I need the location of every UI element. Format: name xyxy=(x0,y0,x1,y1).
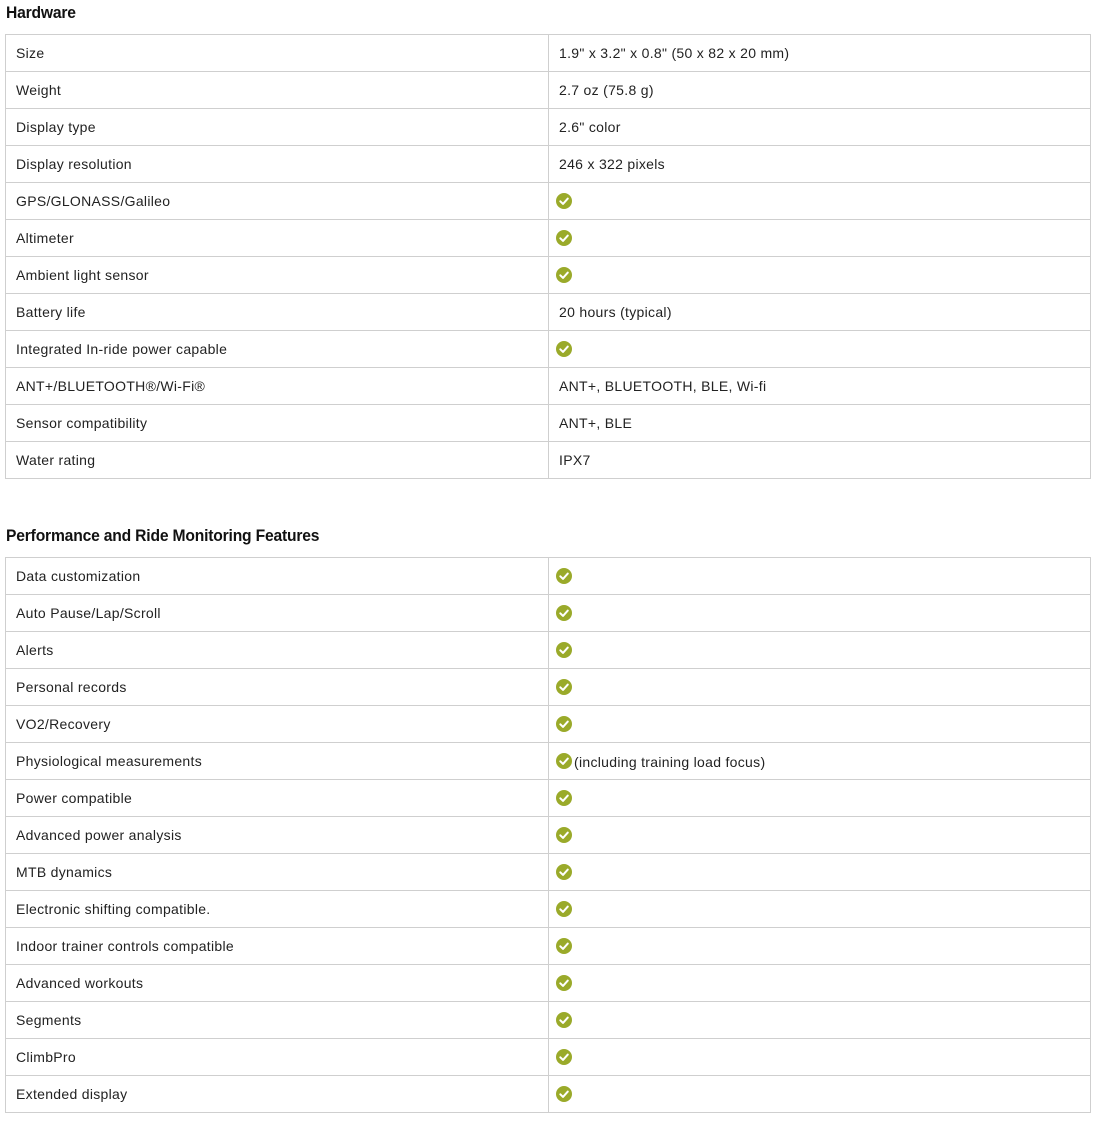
check-icon xyxy=(556,790,572,806)
spec-label: Personal records xyxy=(6,669,549,706)
spec-label: Sensor compatibility xyxy=(6,405,549,442)
spec-row xyxy=(6,220,1091,257)
spec-value: IPX7 xyxy=(549,442,1091,479)
spec-value xyxy=(549,780,1091,817)
spec-value xyxy=(549,743,1091,780)
performance-spec-table xyxy=(5,557,1091,1113)
check-icon xyxy=(556,1012,572,1028)
spec-label: Electronic shifting compatible. xyxy=(6,891,549,928)
spec-row xyxy=(6,183,1091,220)
spec-value xyxy=(549,669,1091,706)
spec-label: VO2/Recovery xyxy=(6,706,549,743)
spec-row xyxy=(6,706,1091,743)
check-icon xyxy=(556,753,572,769)
spec-row xyxy=(6,965,1091,1002)
spec-row xyxy=(6,294,1091,331)
check-icon xyxy=(556,605,572,621)
spec-row xyxy=(6,35,1091,72)
check-icon xyxy=(556,642,572,658)
check-icon xyxy=(556,938,572,954)
spec-label: Ambient light sensor xyxy=(6,257,549,294)
spec-value xyxy=(549,331,1091,368)
spec-row xyxy=(6,1039,1091,1076)
spec-row xyxy=(6,558,1091,595)
spec-value xyxy=(549,183,1091,220)
spec-row xyxy=(6,632,1091,669)
spec-value: 20 hours (typical) xyxy=(549,294,1091,331)
performance-section-title: Performance and Ride Monitoring Features xyxy=(6,526,320,545)
spec-row xyxy=(6,146,1091,183)
check-icon xyxy=(556,568,572,584)
spec-value xyxy=(549,928,1091,965)
spec-label: Physiological measurements xyxy=(6,743,549,780)
check-icon xyxy=(556,716,572,732)
spec-row xyxy=(6,669,1091,706)
spec-value: ANT+, BLUETOOTH, BLE, Wi-fi xyxy=(549,368,1091,405)
check-icon xyxy=(556,679,572,695)
spec-value: 246 x 322 pixels xyxy=(549,146,1091,183)
spec-row xyxy=(6,743,1091,780)
spec-label: ANT+/BLUETOOTH®/Wi-Fi® xyxy=(6,368,549,405)
spec-label: MTB dynamics xyxy=(6,854,549,891)
spec-value xyxy=(549,891,1091,928)
spec-label: Auto Pause/Lap/Scroll xyxy=(6,595,549,632)
check-icon xyxy=(556,901,572,917)
spec-label: Water rating xyxy=(6,442,549,479)
spec-label: ClimbPro xyxy=(6,1039,549,1076)
spec-label: Alerts xyxy=(6,632,549,669)
spec-value xyxy=(549,632,1091,669)
spec-value: 1.9" x 3.2" x 0.8" (50 x 82 x 20 mm) xyxy=(549,35,1091,72)
spec-value: 2.6" color xyxy=(549,109,1091,146)
spec-label: Advanced workouts xyxy=(6,965,549,1002)
check-icon xyxy=(556,230,572,246)
spec-row xyxy=(6,109,1091,146)
spec-row xyxy=(6,1002,1091,1039)
check-icon xyxy=(556,1049,572,1065)
spec-row xyxy=(6,257,1091,294)
spec-label: Battery life xyxy=(6,294,549,331)
check-icon xyxy=(556,975,572,991)
spec-label: GPS/GLONASS/Galileo xyxy=(6,183,549,220)
spec-row xyxy=(6,854,1091,891)
spec-value xyxy=(549,257,1091,294)
spec-row xyxy=(6,817,1091,854)
spec-value xyxy=(549,854,1091,891)
check-icon xyxy=(556,267,572,283)
spec-value xyxy=(549,558,1091,595)
spec-row xyxy=(6,405,1091,442)
spec-label: Data customization xyxy=(6,558,549,595)
spec-value xyxy=(549,220,1091,257)
spec-row xyxy=(6,780,1091,817)
hardware-spec-table xyxy=(5,34,1091,479)
check-icon xyxy=(556,193,572,209)
spec-row xyxy=(6,595,1091,632)
spec-value xyxy=(549,965,1091,1002)
spec-label: Display type xyxy=(6,109,549,146)
check-icon xyxy=(556,341,572,357)
spec-label: Indoor trainer controls compatible xyxy=(6,928,549,965)
spec-value xyxy=(549,1076,1091,1113)
spec-row xyxy=(6,331,1091,368)
spec-value xyxy=(549,1039,1091,1076)
spec-row xyxy=(6,891,1091,928)
spec-value: ANT+, BLE xyxy=(549,405,1091,442)
spec-label: Integrated In-ride power capable xyxy=(6,331,549,368)
spec-label: Size xyxy=(6,35,549,72)
spec-row xyxy=(6,928,1091,965)
check-icon xyxy=(556,864,572,880)
spec-value xyxy=(549,817,1091,854)
spec-label: Advanced power analysis xyxy=(6,817,549,854)
hardware-section-title: Hardware xyxy=(6,3,76,22)
spec-row xyxy=(6,368,1091,405)
spec-label: Altimeter xyxy=(6,220,549,257)
spec-label: Display resolution xyxy=(6,146,549,183)
spec-row xyxy=(6,72,1091,109)
spec-value xyxy=(549,1002,1091,1039)
spec-row xyxy=(6,1076,1091,1113)
spec-value xyxy=(549,595,1091,632)
spec-label: Power compatible xyxy=(6,780,549,817)
spec-value-note: (including training load focus) xyxy=(574,753,766,770)
spec-label: Weight xyxy=(6,72,549,109)
spec-row xyxy=(6,442,1091,479)
check-icon xyxy=(556,1086,572,1102)
spec-value xyxy=(549,706,1091,743)
spec-label: Extended display xyxy=(6,1076,549,1113)
spec-label: Segments xyxy=(6,1002,549,1039)
check-icon xyxy=(556,827,572,843)
spec-value: 2.7 oz (75.8 g) xyxy=(549,72,1091,109)
